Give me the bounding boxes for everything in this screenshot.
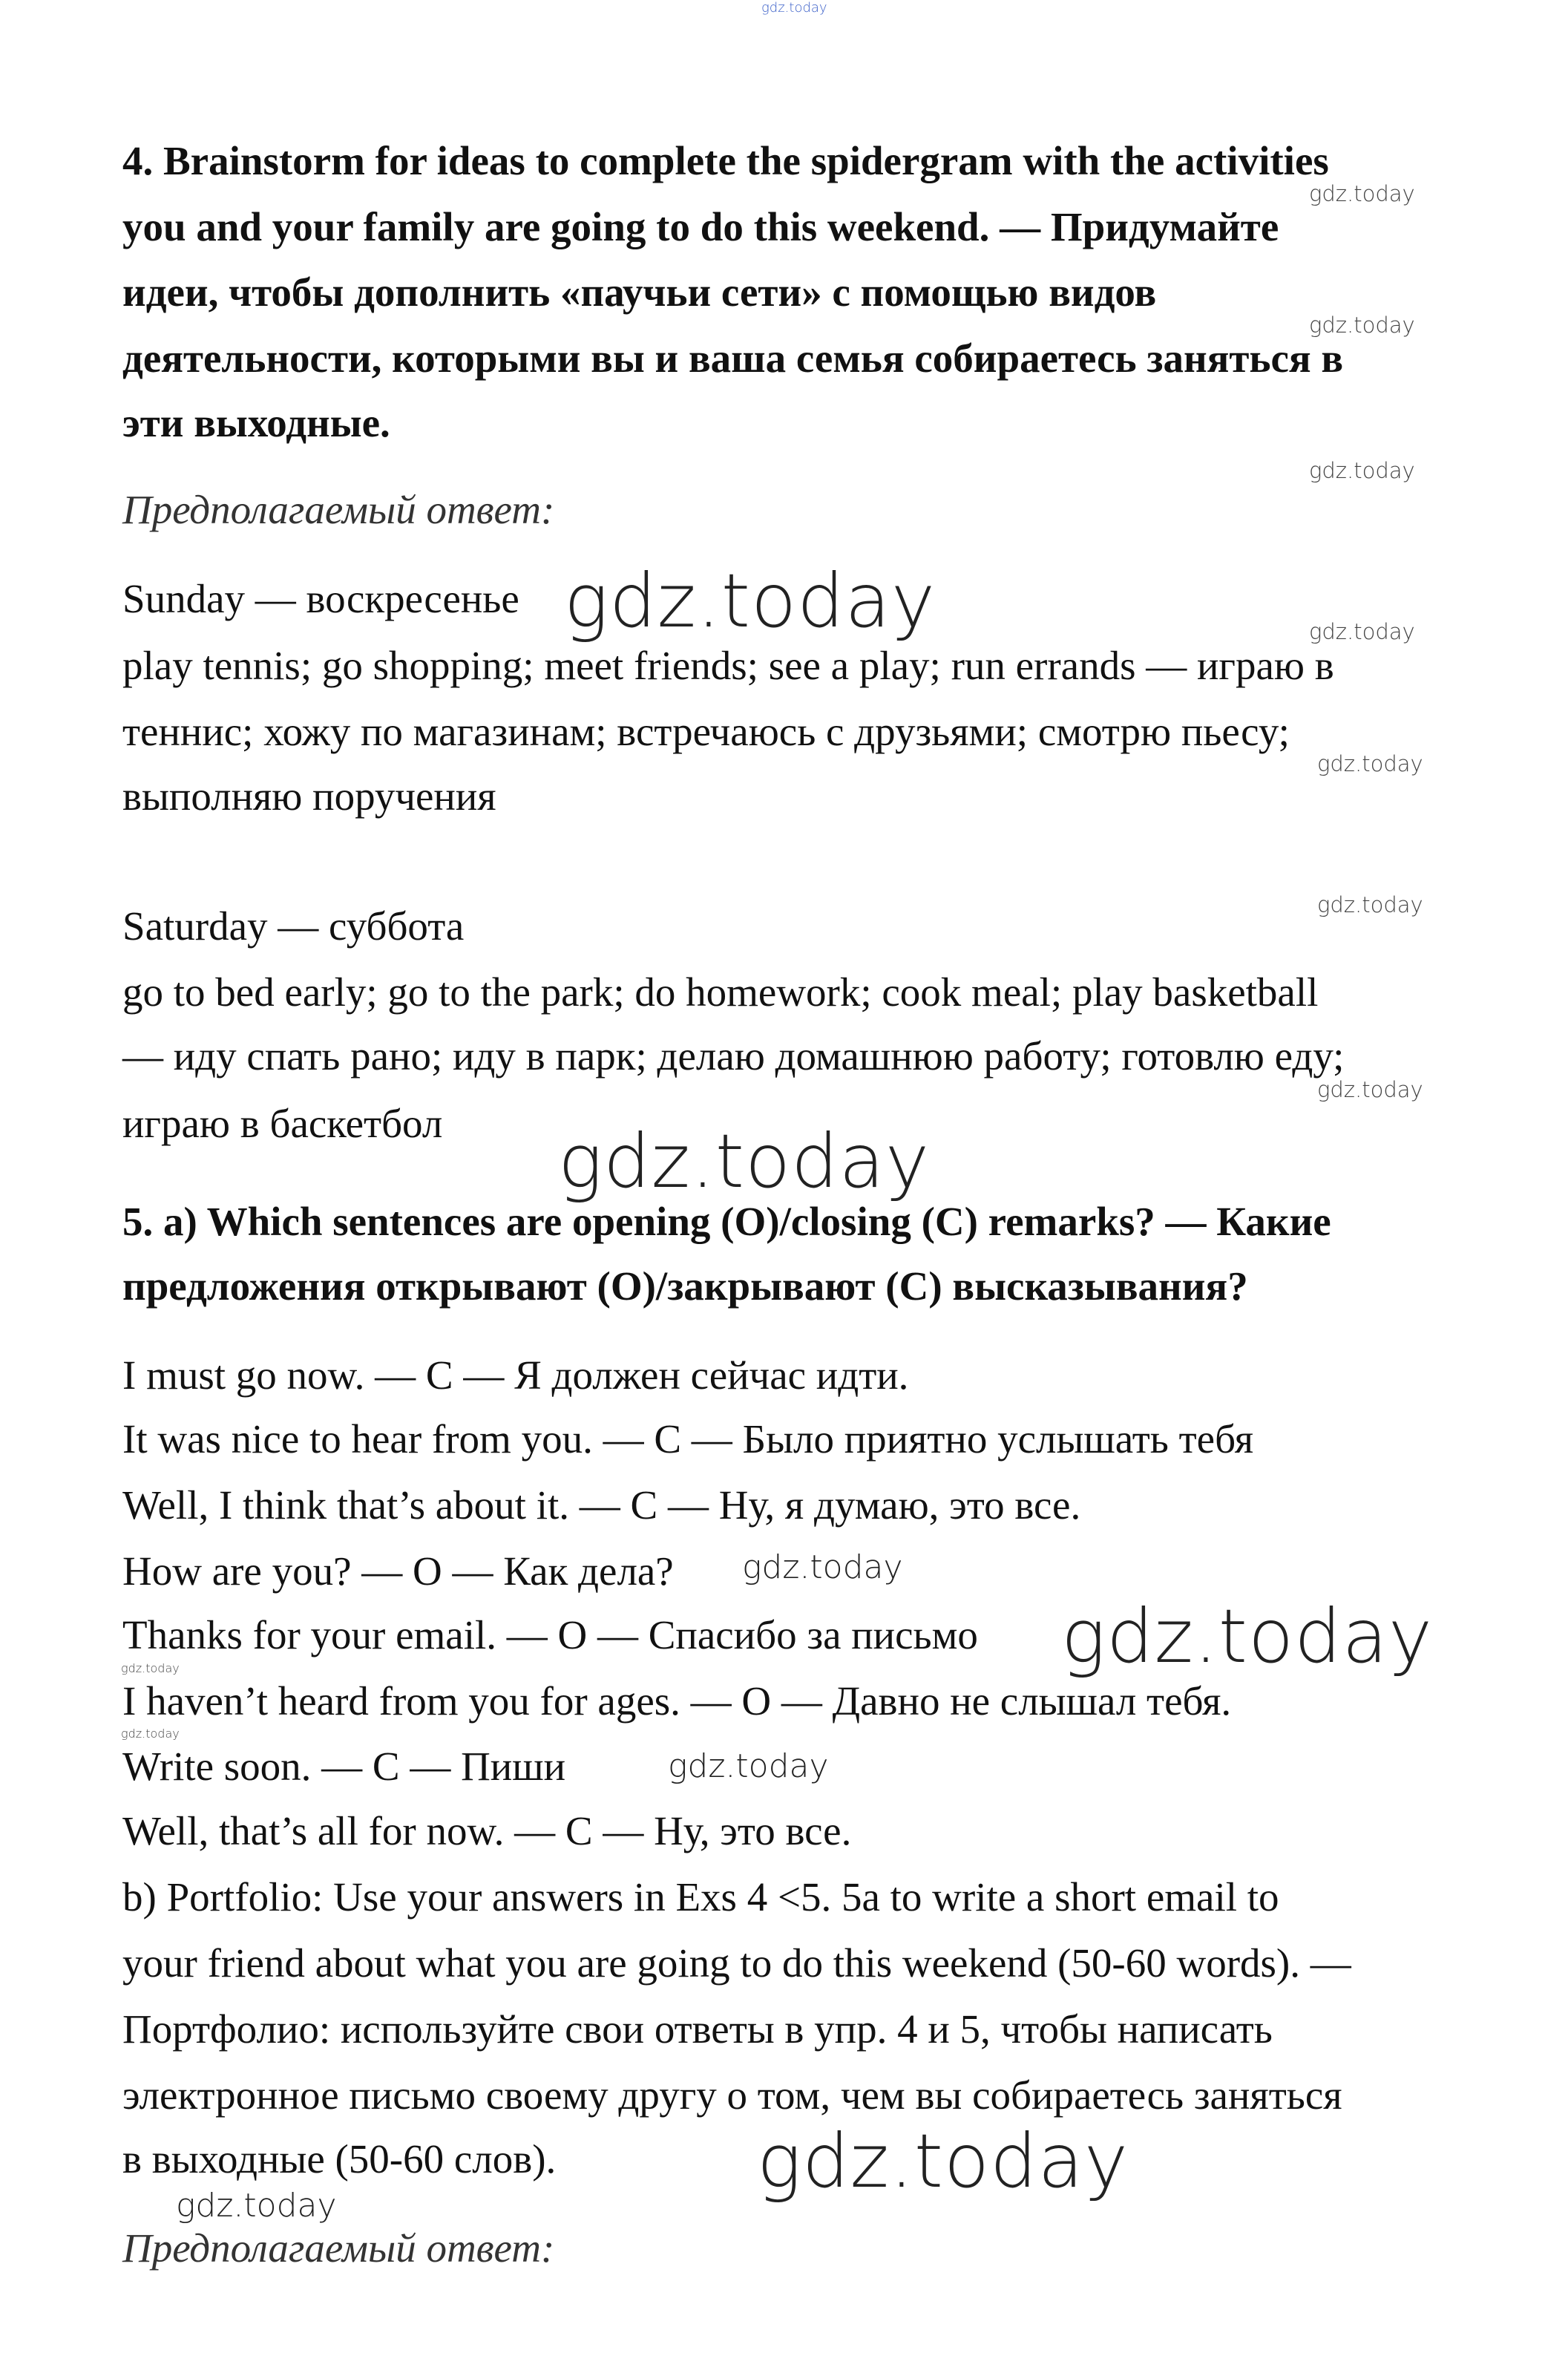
- saturday-title: Saturday — суббота: [122, 903, 465, 949]
- watermark: gdz.today: [121, 1661, 180, 1675]
- watermark: gdz.today: [1317, 1077, 1423, 1102]
- answer-line: Write soon. — C — Пиши: [122, 1744, 566, 1789]
- saturday-line: играю в баскетбол: [122, 1101, 443, 1146]
- exercise-5-heading-line: предложения открывают (O)/закрывают (C) высказывания?: [122, 1263, 1248, 1309]
- sunday-line: play tennis; go shopping; meet friends; see a play; run errands — играю в: [122, 643, 1334, 688]
- exercise-4-heading-line: you and your family are going to do this weekend. — Придумайте: [122, 204, 1279, 249]
- watermark: gdz.today: [1309, 619, 1415, 644]
- exercise-4-heading-line: идеи, чтобы дополнить «паучьи сети» с помощью видов: [122, 269, 1157, 315]
- sunday-title: Sunday — воскресенье: [122, 576, 519, 621]
- part-b-line: в выходные (50-60 слов).: [122, 2136, 557, 2182]
- watermark: gdz.today: [1061, 1593, 1434, 1680]
- answer-line: Thanks for your email. — O — Спасибо за письмо: [122, 1612, 978, 1657]
- watermark: gdz.today: [564, 557, 936, 644]
- watermark: gdz.today: [757, 2118, 1129, 2205]
- watermark: gdz.today: [1309, 458, 1415, 483]
- part-b-line: your friend about what you are going to do this weekend (50-60 words). —: [122, 1940, 1351, 1986]
- exercise-4-heading-line: эти выходные.: [122, 400, 390, 445]
- answer-line: Well, I think that’s about it. — C — Ну, я думаю, это все.: [122, 1482, 1081, 1528]
- sunday-line: выполняю поручения: [122, 773, 496, 819]
- watermark: gdz.today: [558, 1118, 931, 1205]
- part-b-line: электронное письмо своему другу о том, чем вы собираетесь заняться: [122, 2072, 1342, 2118]
- answer-line: How are you? — O — Как дела?: [122, 1548, 674, 1594]
- saturday-line: go to bed early; go to the park; do homework; cook meal; play basketball: [122, 969, 1319, 1015]
- exercise-5-heading-line: 5. a) Which sentences are opening (O)/closing (C) remarks? — Какие: [122, 1199, 1331, 1244]
- exercise-4-heading-line: деятельности, которыми вы и ваша семья собираетесь заняться в: [122, 336, 1344, 381]
- watermark: gdz.today: [121, 1727, 180, 1741]
- watermark: gdz.today: [742, 1548, 903, 1586]
- watermark: gdz.today: [1317, 892, 1423, 917]
- watermark: gdz.today: [176, 2187, 337, 2225]
- part-b-line: Портфолио: используйте свои ответы в упр. 4 и 5, чтобы написать: [122, 2006, 1273, 2052]
- watermark: gdz.today: [761, 0, 827, 16]
- watermark: gdz.today: [1317, 751, 1423, 776]
- sunday-line: теннис; хожу по магазинам; встречаюсь с друзьями; смотрю пьесу;: [122, 709, 1290, 754]
- answer-line: It was nice to hear from you. — C — Было приятно услышать тебя: [122, 1416, 1253, 1462]
- answer-line: Well, that’s all for now. — C — Ну, это все.: [122, 1808, 852, 1853]
- exercise-4-heading-line: 4. Brainstorm for ideas to complete the spidergram with the activities: [122, 138, 1329, 183]
- answer-line: I must go now. — C — Я должен сейчас идти.: [122, 1352, 909, 1398]
- watermark: gdz.today: [668, 1747, 829, 1785]
- answer-label: Предполагаемый ответ:: [122, 2225, 555, 2271]
- part-b-line: b) Portfolio: Use your answers in Exs 4 <5. 5a to write a short email to: [122, 1874, 1279, 1920]
- answer-label: Предполагаемый ответ:: [122, 487, 555, 532]
- watermark: gdz.today: [1309, 181, 1415, 206]
- saturday-line: — иду спать рано; иду в парк; делаю домашнюю работу; готовлю еду;: [122, 1033, 1345, 1079]
- watermark: gdz.today: [1309, 312, 1415, 338]
- answer-line: I haven’t heard from you for ages. — O — Давно не слышал тебя.: [122, 1678, 1232, 1724]
